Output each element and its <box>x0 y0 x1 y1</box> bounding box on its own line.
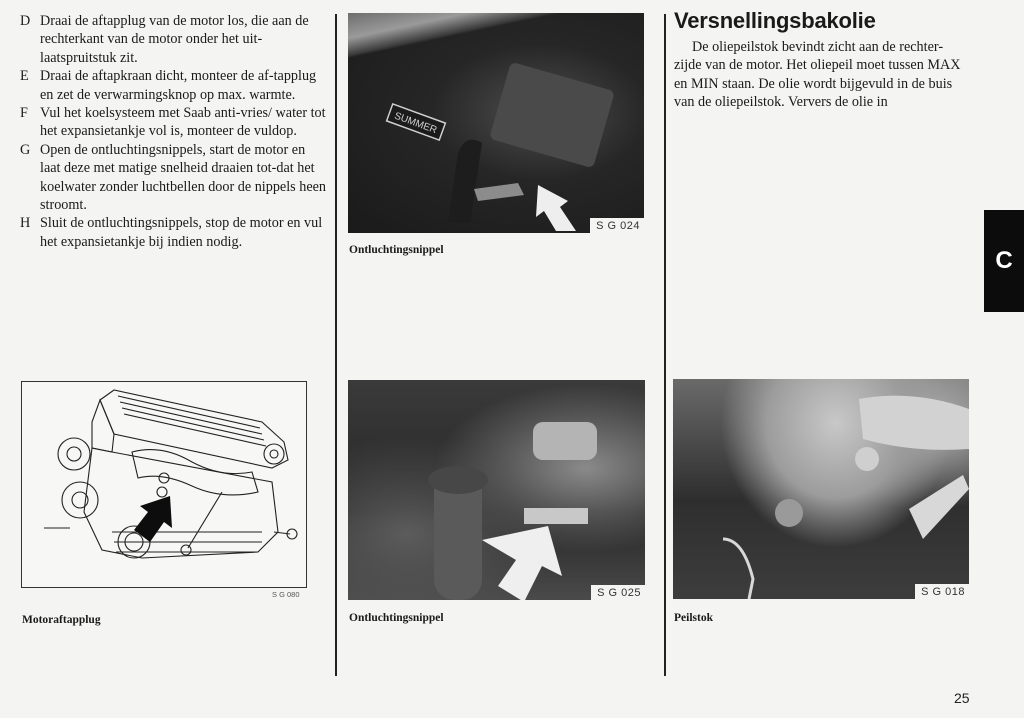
step-letter: E <box>20 68 29 85</box>
section-tab-letter: C <box>995 247 1013 274</box>
column-divider <box>335 14 337 676</box>
step-letter: F <box>20 105 28 122</box>
photo-code: S G 025 <box>591 585 645 600</box>
step-letter: H <box>20 215 31 232</box>
engine-illustration <box>22 382 306 587</box>
column-divider <box>664 14 666 676</box>
step-text: Draai de aftapkraan dicht, monteer de af-tapplug en zet de verwarmingsknop op max. warmte. <box>40 68 317 103</box>
photo-code: S G 024 <box>590 218 644 233</box>
section-heading: Versnellingsbakolie <box>674 8 876 33</box>
step-e <box>20 67 326 104</box>
section-tab <box>984 210 1024 312</box>
photo-shapes <box>673 379 969 599</box>
photo-bleed-nipple-bottom <box>348 380 645 600</box>
step-f <box>20 104 326 141</box>
arrow-icon <box>482 526 562 600</box>
step-d <box>20 12 326 67</box>
arrow-icon <box>536 185 576 231</box>
step-h <box>20 214 326 251</box>
procedure-steps <box>20 12 326 251</box>
engine-drawing <box>21 381 307 588</box>
section-paragraph: De oliepeilstok bevindt zicht aan de rechter-zijde van de motor. Het oliepeil moet tussen MAX en MIN staan. De olie wordt bijgevuld in de buis van de oliepeilstok. Ververs de olie in <box>674 39 961 111</box>
photo-bleed-nipple-top <box>348 13 644 233</box>
photo-caption: Peilstok <box>674 612 713 624</box>
photo-caption: Ontluchtingsnippel <box>349 244 444 256</box>
step-g <box>20 141 326 215</box>
photo-dipstick <box>673 379 969 599</box>
step-text: Vul het koelsysteem met Saab anti-vries/ water tot het expansietankje vol is, monteer de vuldop. <box>40 105 326 140</box>
figure-code: S G 080 <box>272 590 300 599</box>
photo-shapes <box>348 380 645 600</box>
step-text: Draai de aftapplug van de motor los, die aan de rechterkant van de motor onder het uit-laatspruitstuk zit. <box>40 13 309 66</box>
figure-caption: Motoraftapplug <box>22 614 101 626</box>
page-number: 25 <box>954 690 970 706</box>
photo-code: S G 018 <box>915 584 969 599</box>
badge-text: SUMMER <box>392 110 439 137</box>
step-text: Open de ontluchtingsnippels, start de motor en laat deze met matige snelheid draaien tot-dat het koelwater zonder luchtbellen door de nippels heen stroomt. <box>40 141 327 214</box>
step-text: Sluit de ontluchtingsnippels, stop de motor en vul het expansietankje bij indien nodig. <box>40 215 323 250</box>
photo-caption: Ontluchtingsnippel <box>349 612 444 624</box>
photo-shapes <box>348 13 644 233</box>
step-letter: D <box>20 13 31 29</box>
step-letter: G <box>20 141 31 158</box>
